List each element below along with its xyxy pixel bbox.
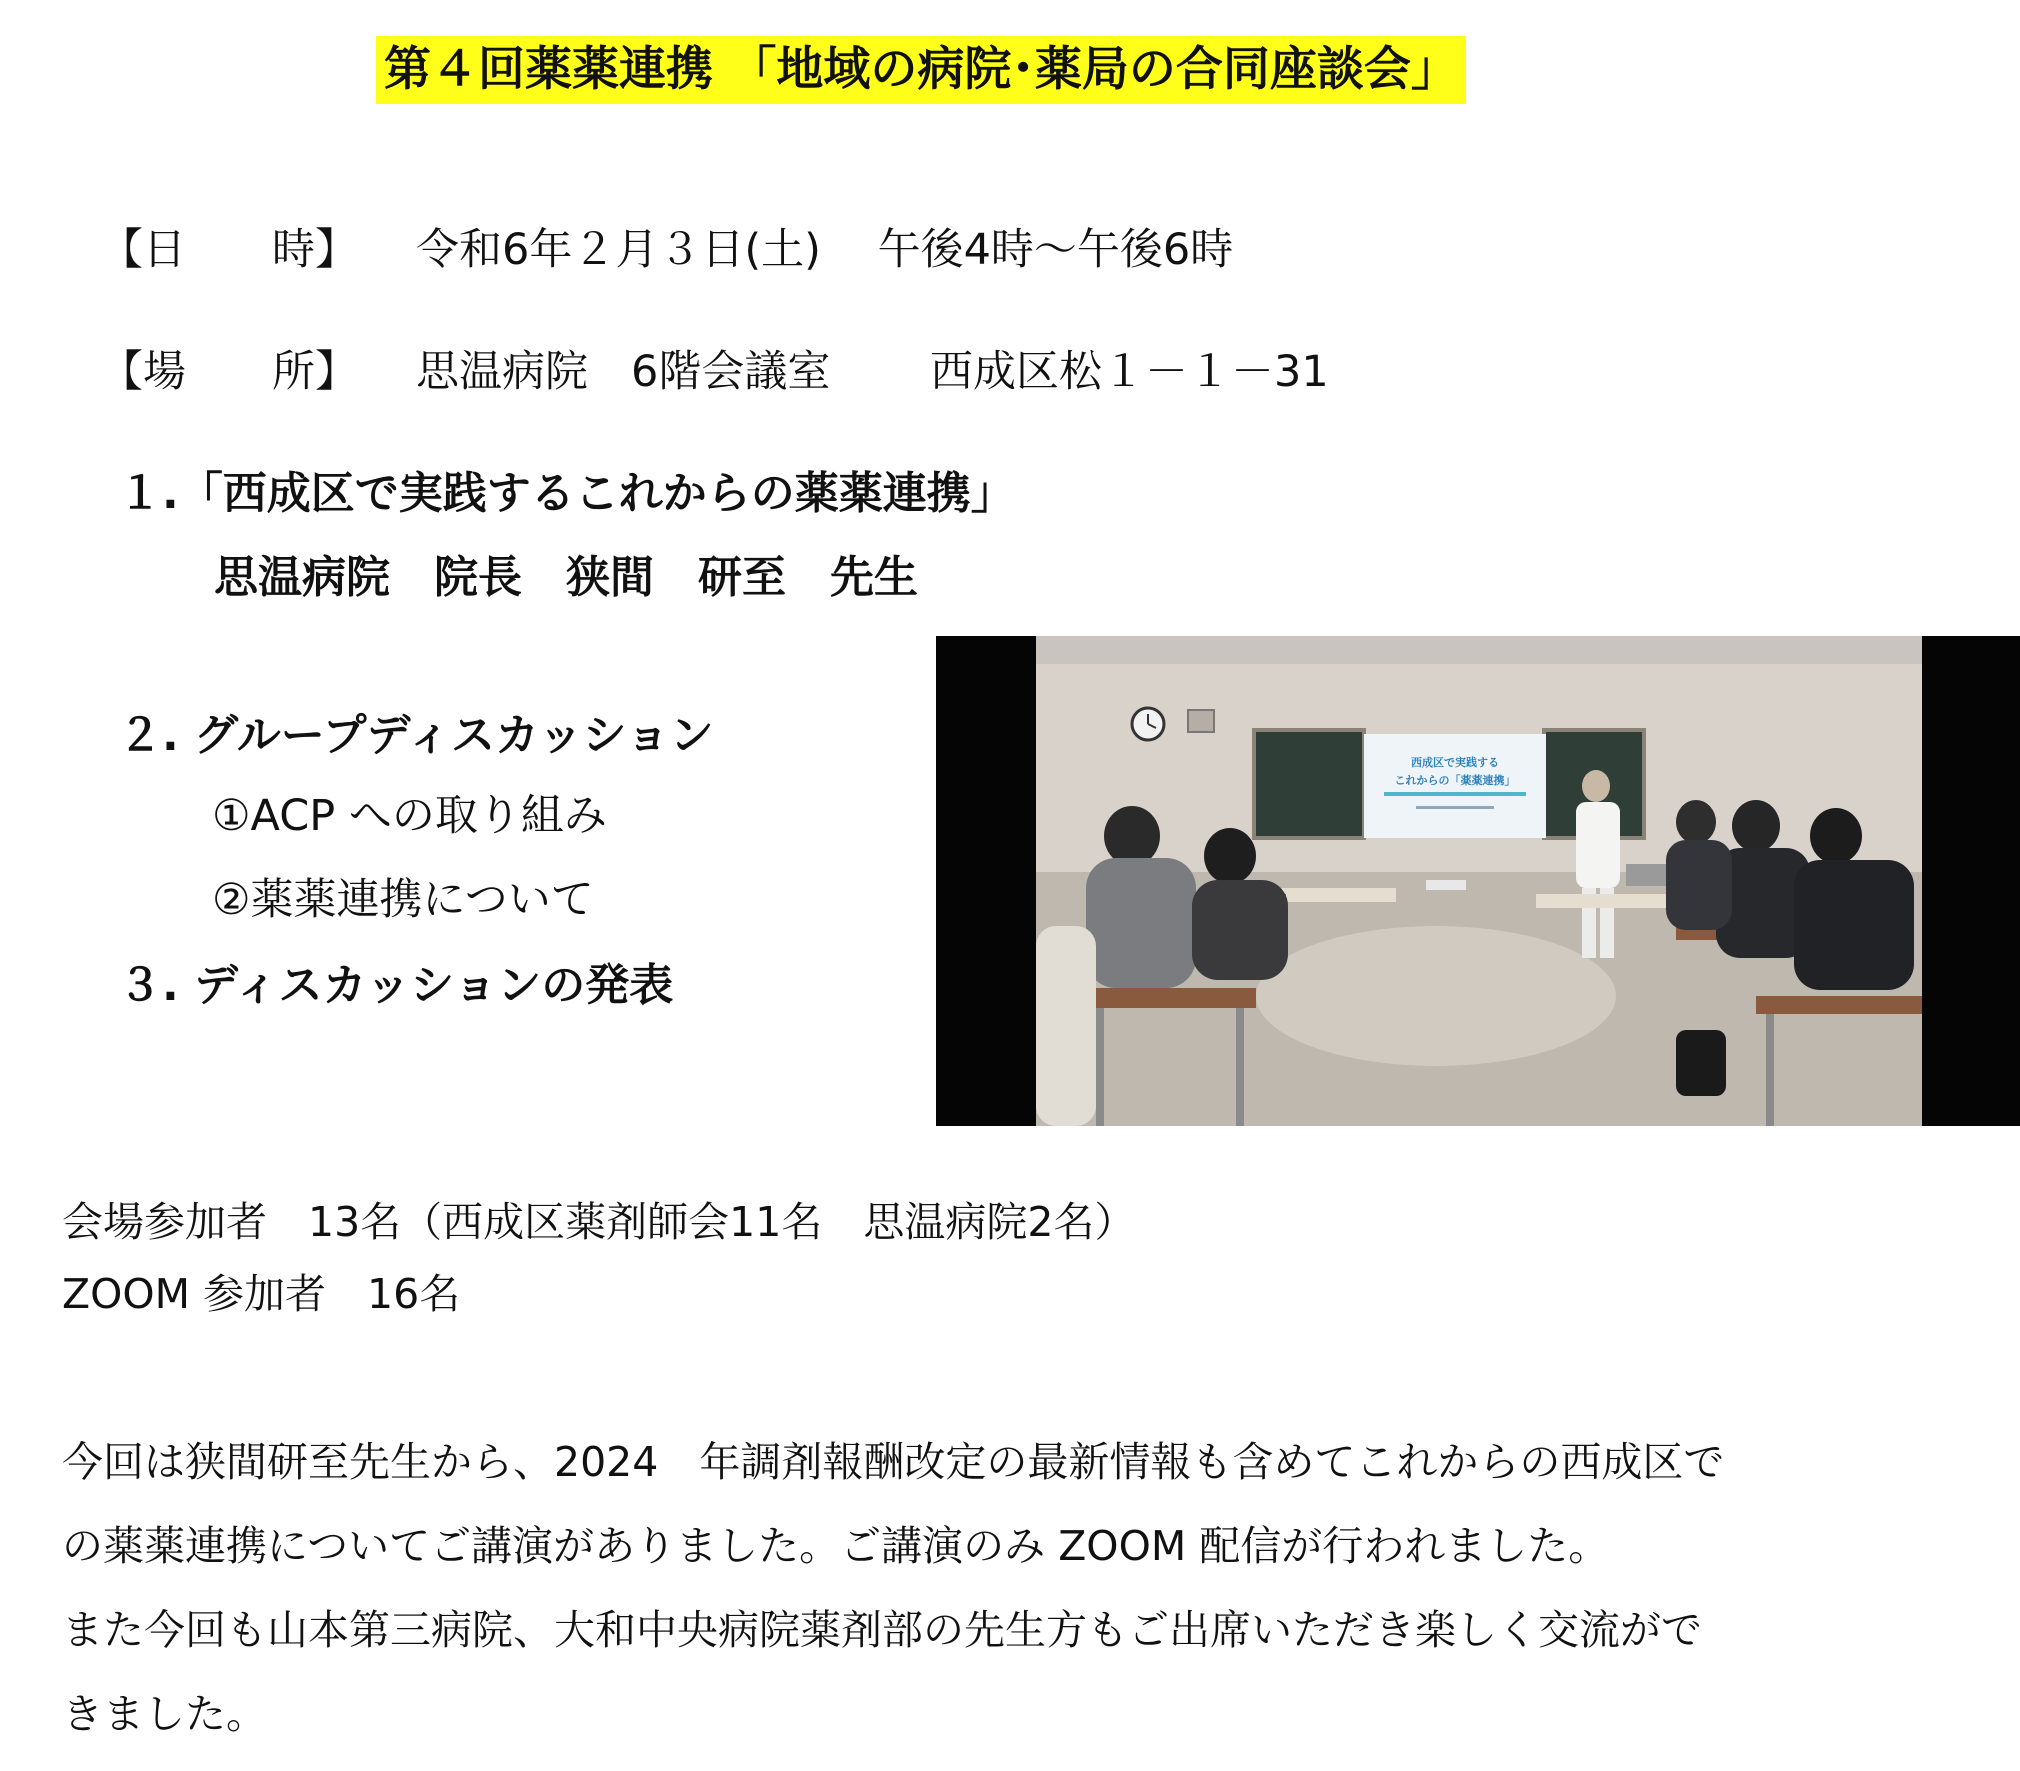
slide-subtitle-bar (1384, 792, 1526, 796)
backpack (1676, 1030, 1726, 1096)
attendee-3-head (1732, 800, 1780, 852)
page-title: 第４回薬薬連携 「地域の病院･薬局の合同座談会」 (376, 36, 1466, 104)
program-item-2-sub-2: ②薬薬連携について (212, 875, 594, 925)
report-line-3: また今回も山本第三病院、大和中央病院薬剤部の先生方もご出席いただき楽しく交流がで (62, 1606, 1702, 1654)
lecturer-body (1576, 802, 1620, 888)
lecturer-head (1582, 770, 1610, 802)
attendance-venue: 会場参加者 13名（西成区薬剤師会11名 思温病院2名） (62, 1198, 1136, 1246)
date-value: 令和6年２月３日(土) 午後4時～午後6時 (416, 225, 1234, 275)
slide-text-bar (1416, 806, 1494, 809)
attendee-4-head (1810, 808, 1862, 864)
seminar-photo (936, 636, 2020, 1126)
attendee-5-body (1666, 840, 1732, 930)
program-item-1-speaker: 思温病院 院長 狭間 研至 先生 (214, 552, 918, 603)
blackboard-left (1254, 730, 1364, 838)
seminar-photo-drawing (936, 636, 2020, 1126)
place-value: 思温病院 6階会議室 西成区松１－１－31 (416, 347, 1329, 397)
desk-front-right (1756, 996, 1922, 1014)
attendee-1-head (1104, 806, 1160, 866)
date-label: 【日 時】 (100, 225, 358, 275)
program-item-2-title: ２. グループディスカッション (118, 710, 714, 761)
program-item-1-title: １.「西成区で実践するこれからの薬薬連携」 (118, 468, 1015, 519)
attendee-4-body (1794, 860, 1914, 990)
report-line-2: の薬薬連携についてご講演がありました。ご講演のみ ZOOM 配信が行われました。 (62, 1522, 1610, 1570)
attendee-1-body (1086, 858, 1196, 988)
wall-speaker (1188, 710, 1214, 732)
attendee-2-body (1192, 880, 1288, 980)
slide-title-line-1: 西成区で実践する (1411, 756, 1499, 769)
date-row (100, 218, 1400, 282)
slide-title-line-2: これからの「薬薬連携」 (1394, 774, 1516, 787)
attendee-2-head (1204, 828, 1256, 884)
attendee-foreground (1036, 926, 1096, 1126)
program-item-3-title: ３. ディスカッションの発表 (118, 960, 674, 1011)
report-line-1: 今回は狭間研至先生から、2024 年調剤報酬改定の最新情報も含めてこれからの西成区で (62, 1438, 1725, 1486)
place-row (100, 340, 1500, 404)
attendee-5-head (1676, 800, 1716, 844)
program-item-2-sub-1: ①ACP への取り組み (212, 791, 607, 841)
place-label: 【場 所】 (100, 347, 358, 397)
report-line-4: きました。 (62, 1690, 267, 1738)
attendance-zoom: ZOOM 参加者 16名 (62, 1270, 461, 1318)
floor-reflection (1256, 926, 1616, 1066)
room-ceiling (1036, 636, 1922, 664)
desk-front-left (1086, 988, 1256, 1008)
